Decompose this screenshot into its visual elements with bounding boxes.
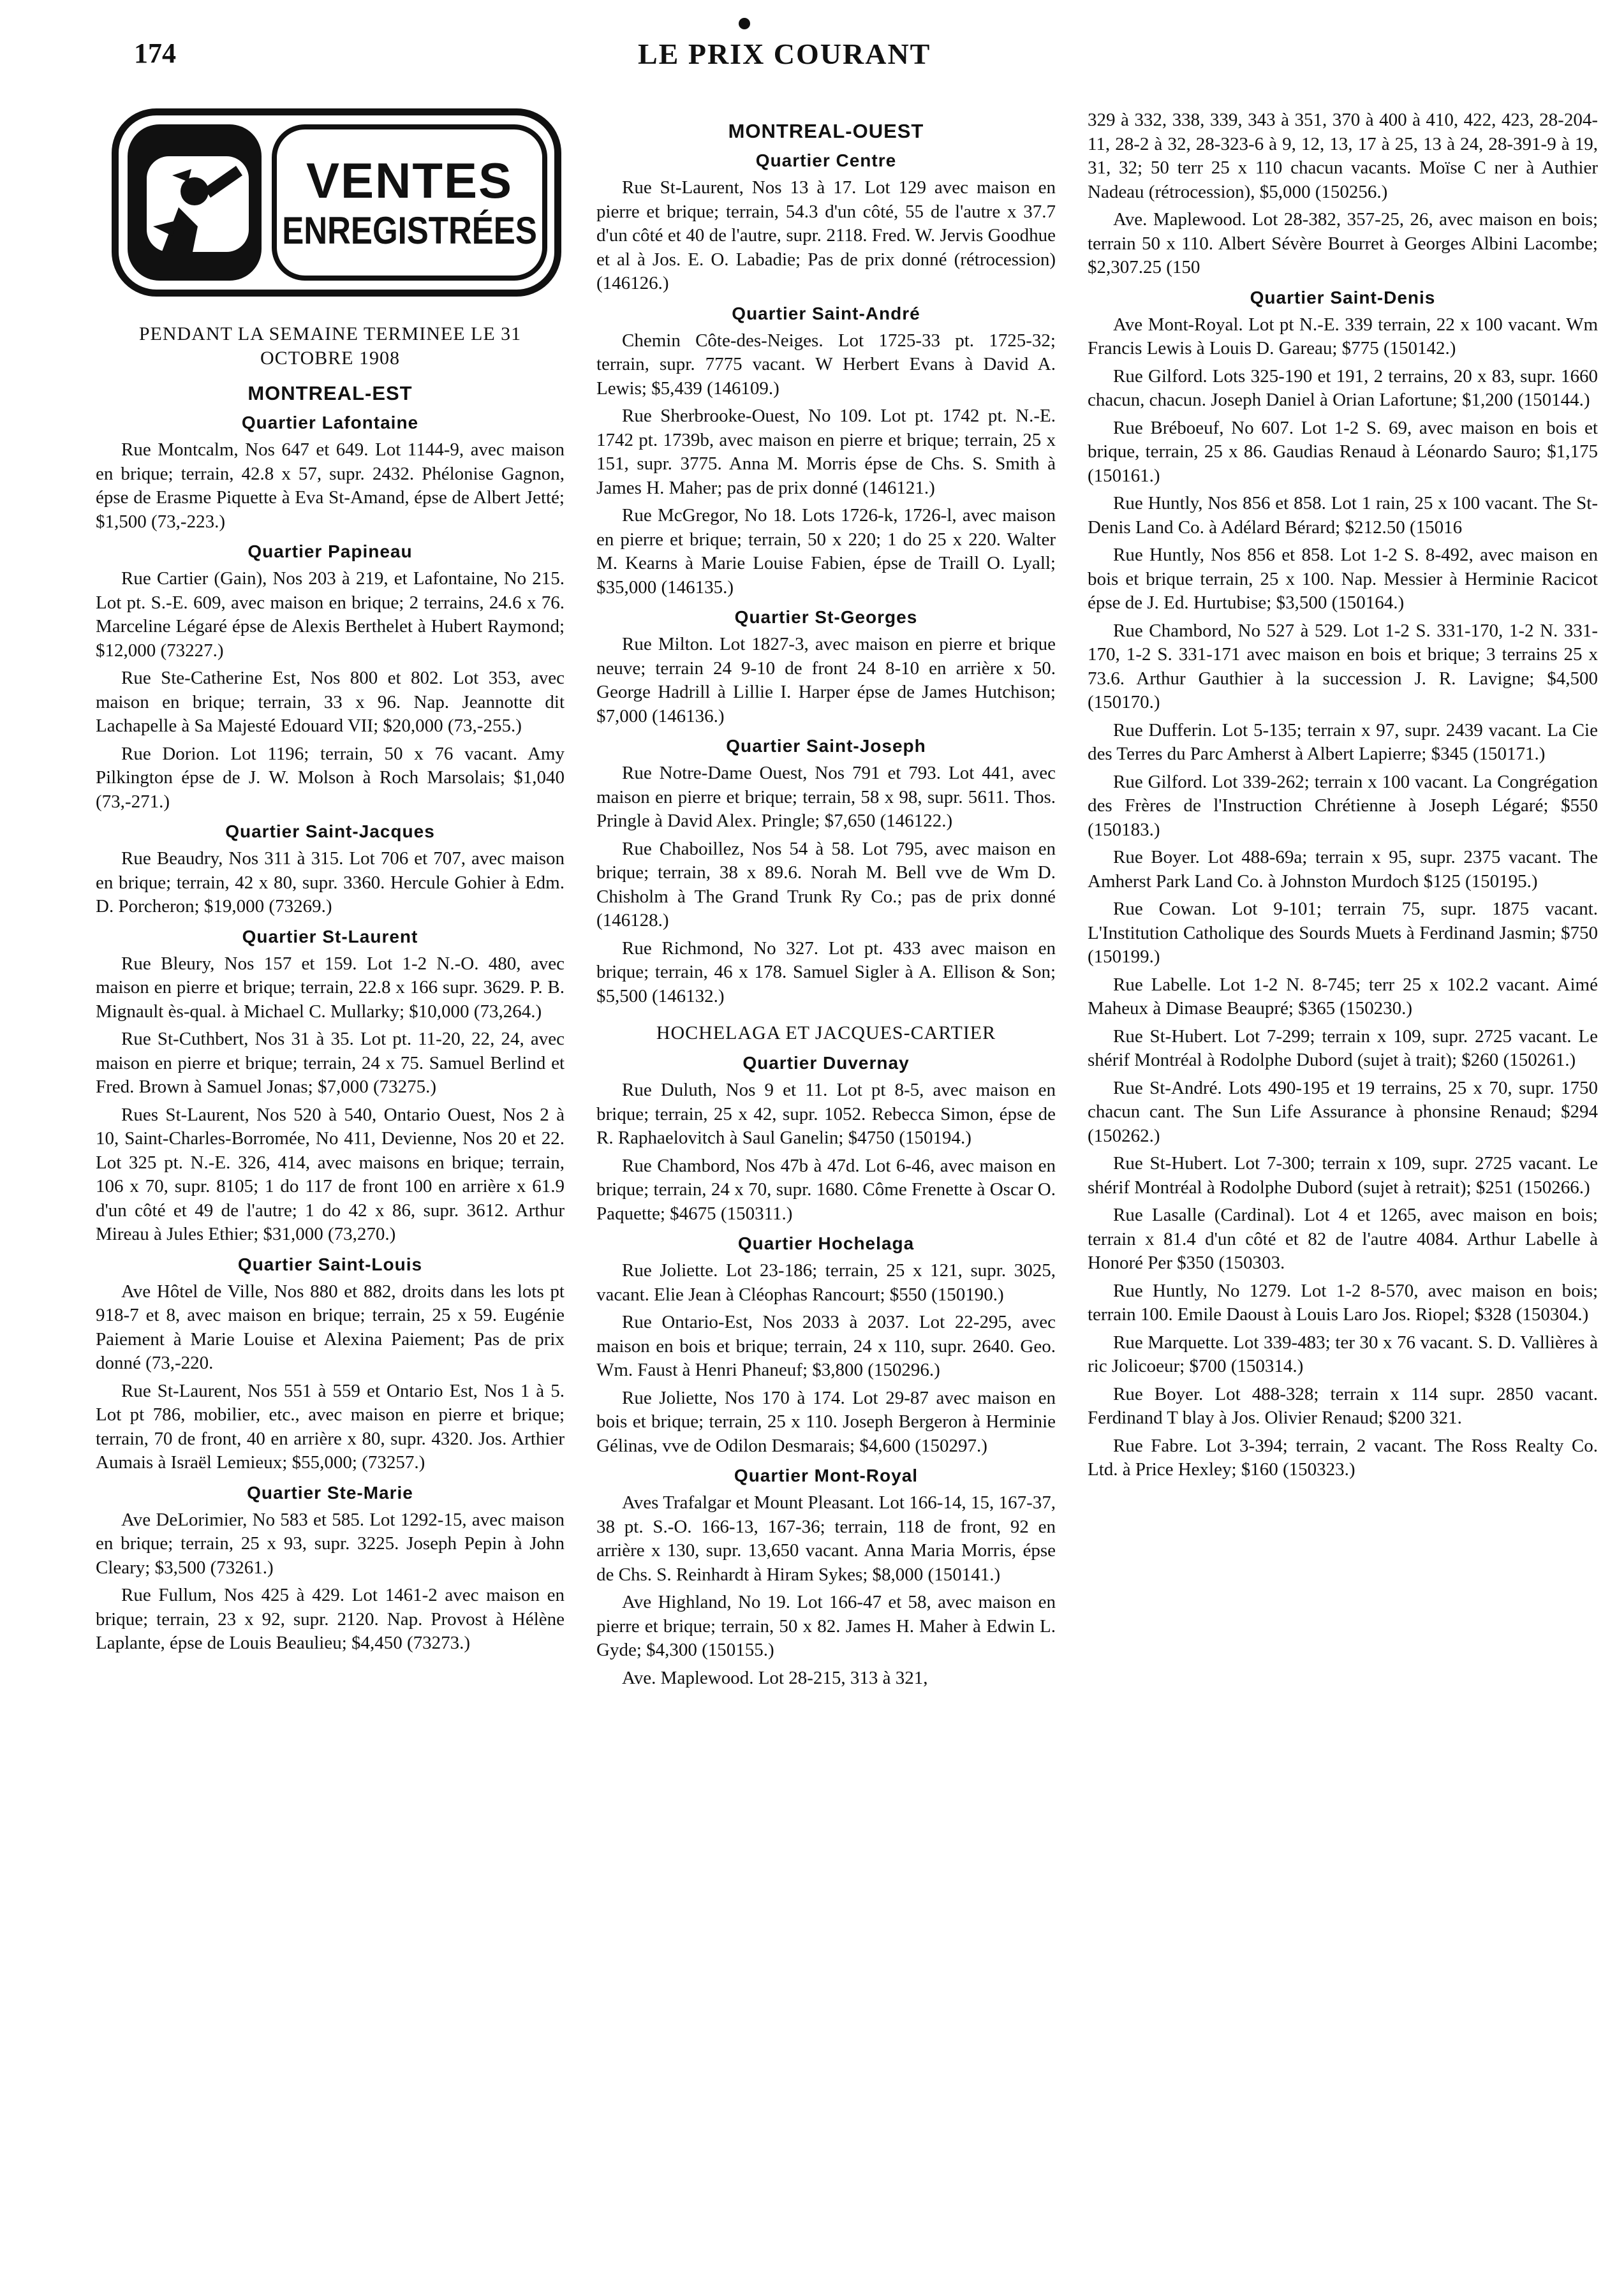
sale-entry: Rue Montcalm, Nos 647 et 649. Lot 1144-9, avec maison en brique; terrain, 42.8 x 57, supr. 2432. Phélonise Gagnon, épse de Erasme Piquette à Eva St-Amand, épse de Albert Jetté; $1,500 (73,-223.): [96, 439, 565, 532]
column-1: [96, 108, 565, 2270]
section-heading: HOCHELAGA ET JACQUES-CARTIER: [656, 1022, 996, 1043]
sale-entry: Rue Milton. Lot 1827-3, avec maison en pierre et brique neuve; terrain 24 9-10 de front 24 8-10 en arrière x 50. George Hadrill à Lillie I. Harper épse de James Hutchison; $7,000 (146136.): [596, 634, 1056, 726]
ventes-enregistrees-logo: [112, 108, 561, 297]
sale-entry: Rue Beaudry, Nos 311 à 315. Lot 706 et 707, avec maison en brique; terrain, 42 x 80, supr. 3360. Hercule Gohier à Edm. D. Porcheron; $19,000 (73269.): [96, 848, 565, 916]
quartier-heading: Quartier Saint-André: [732, 303, 920, 323]
sale-entry: Aves Trafalgar et Mount Pleasant. Lot 166-14, 15, 167-37, 38 pt. S.-O. 166-13, 167-36; terrain, 118 de front, 92 en arrière x 130, supr. 13,650 vacant. Anna Maria Morris, épse de Chs. S. Reinhardt à Hiram Sykes; $8,000 (150141.): [596, 1492, 1056, 1585]
sale-entry: Ave Mont-Royal. Lot pt N.-E. 339 terrain, 22 x 100 vacant. Wm Francis Lewis à Louis D. Gareau; $775 (150142.): [1088, 314, 1598, 358]
column-1-body: [96, 382, 565, 1656]
sale-entry: Ave DeLorimier, No 583 et 585. Lot 1292-15, avec maison en brique; terrain, 25 x 93, supr. 3225. Joseph Pepin à John Cleary; $3,500 (73261.): [96, 1509, 565, 1578]
district-heading: MONTREAL-OUEST: [728, 120, 924, 142]
quartier-heading: Quartier Papineau: [247, 541, 413, 561]
header-dot: [739, 18, 750, 29]
sale-entry: Rues St-Laurent, Nos 520 à 540, Ontario Ouest, Nos 2 à 10, Saint-Charles-Borromée, No 411, Devienne, Nos 20 et 22. Lot 325 pt. N.-E. 326, 414, avec maisons en brique; terrain, 106 x 70, supr. 8105; 1 do 117 de front 100 en arrière x 61.9 d'un côté et 49 de l'autre; 1 do 42 x 86, supr. 3612. Arthur Mireau à Jules Ethier; $31,000 (73,270.): [96, 1104, 565, 1244]
logo-word-ventes: VENTES: [306, 152, 513, 209]
week-heading: PENDANT LA SEMAINE TERMINEE LE 31 OCTOBRE 1908: [138, 323, 522, 369]
sale-entry: Rue Boyer. Lot 488-69a; terrain x 95, supr. 2375 vacant. The Amherst Park Land Co. à Johnston Murdoch $125 (150195.): [1088, 847, 1598, 892]
sale-entry: Rue Ontario-Est, Nos 2033 à 2037. Lot 22-295, avec maison en bois et brique; terrain, 24 x 110, supr. 2640. Geo. Wm. Faust à Henri Phaneuf; $3,800 (150296.): [596, 1312, 1056, 1380]
sale-entry: Rue Notre-Dame Ouest, Nos 791 et 793. Lot 441, avec maison en pierre et brique; terrain, 58 x 98, supr. 5611. Thos. Pringle à David Alex. Pringle; $7,650 (146122.): [596, 763, 1056, 831]
sale-entry: Rue Cartier (Gain), Nos 203 à 219, et Lafontaine, No 215. Lot pt. S.-E. 609, avec maison en brique; 2 terrains, 24.6 x 76. Marceline Légaré épse de Alexis Berthelet à Hubert Raymond; $12,000 (73227.): [96, 568, 565, 661]
column-3: [1088, 108, 1598, 2270]
sale-entry: Rue Chaboillez, Nos 54 à 58. Lot 795, avec maison en brique; terrain, 38 x 89.6. Norah M. Bell vve de Wm D. Chisholm à The Grand Trunk Ry Co.; pas de prix donné (146128.): [596, 838, 1056, 931]
sale-entry: Rue St-Hubert. Lot 7-299; terrain x 109, supr. 2725 vacant. Le shérif Montréal à Rodolphe Dubord (sujet à trait); $260 (150261.): [1088, 1026, 1598, 1070]
sale-entry: Rue Ste-Catherine Est, Nos 800 et 802. Lot 353, avec maison en brique; terrain, 33 x 96. Nap. Jeannotte dit Lachapelle à Sa Majesté Edouard VII; $20,000 (73,-255.): [96, 668, 565, 736]
quartier-heading: Quartier St-Laurent: [242, 926, 418, 946]
sale-entry: Ave. Maplewood. Lot 28-215, 313 à 321,: [622, 1667, 928, 1688]
sale-entry: Rue Chambord, Nos 47b à 47d. Lot 6-46, avec maison en brique; terrain, 24 x 70, supr. 1680. Côme Frenette à Oscar O. Paquette; $4675 (150311.): [596, 1155, 1056, 1224]
page-number: 174: [134, 38, 176, 69]
sale-entry: Rue St-Cuthbert, Nos 31 à 35. Lot pt. 11-20, 22, 24, avec maison en pierre et brique; terrain, 24 x 75. Samuel Berlind et Fred. Brown à Samuel Jonas; $7,000 (73275.): [96, 1029, 565, 1097]
auctioneer-icon: [134, 131, 262, 277]
sale-entry: Rue Fullum, Nos 425 à 429. Lot 1461-2 avec maison en brique; terrain, 23 x 92, supr. 2120. Nap. Provost à Hélène Laplante, épse de Louis Beaulieu; $4,450 (73273.): [96, 1585, 565, 1653]
column-3-body: [1088, 108, 1598, 1482]
quartier-heading: Quartier Centre: [755, 151, 897, 170]
quartier-heading: Quartier Lafontaine: [241, 413, 419, 432]
sale-entry: Rue Dorion. Lot 1196; terrain, 50 x 76 vacant. Amy Pilkington épse de J. W. Molson à Roch Marsolais; $1,040 (73,-271.): [96, 743, 565, 812]
sale-entry: Rue Sherbrooke-Ouest, No 109. Lot pt. 1742 pt. N.-E. 1742 pt. 1739b, avec maison en pierre et brique; terrain, 25 x 151, supr. 3775. Anna M. Morris épse de Chs. S. Smith à James H. Maher; pas de prix donné (146121.): [596, 406, 1056, 498]
page-header: [128, 37, 1584, 88]
quartier-heading: Quartier Saint-Louis: [237, 1254, 423, 1274]
sale-entry: Rue Joliette, Nos 170 à 174. Lot 29-87 avec maison en bois et brique; terrain, 25 x 110. Joseph Bergeron à Herminie Gélinas, vve de Odilon Desmarais; $4,600 (150297.): [596, 1387, 1056, 1456]
quartier-heading: Quartier Saint-Joseph: [726, 736, 926, 756]
sale-entry: 329 à 332, 338, 339, 343 à 351, 370 à 400 à 410, 422, 423, 28-204-11, 28-2 à 32, 28-323-6 à 9, 12, 13, 17 à 25, 13 à 24, 28-391-9 à 19, 31, 32; 50 terr 25 x 110 chacun vacants. Moïse C ner à Authier Nadeau (rétrocession), $5,000 (150256.): [1088, 110, 1598, 202]
sale-entry: Rue Fabre. Lot 3-394; terrain, 2 vacant. The Ross Realty Co. Ltd. à Price Hexley; $160 (150323.): [1088, 1435, 1598, 1480]
page-title: LE PRIX COURANT: [638, 38, 931, 70]
sale-entry: Rue Huntly, Nos 856 et 858. Lot 1 rain, 25 x 100 vacant. The St-Denis Land Co. à Adélard Bérard; $212.50 (15016: [1088, 493, 1598, 538]
column-2-body: [596, 120, 1056, 1690]
sale-entry: Rue Huntly, No 1279. Lot 1-2 8-570, avec maison en bois; terrain 100. Emile Daoust à Louis Laro Jos. Riopel; $328 (150304.): [1088, 1280, 1598, 1325]
sale-entry: Rue Huntly, Nos 856 et 858. Lot 1-2 S. 8-492, avec maison en bois et brique terrain, 25 x 100. Nap. Messier à Herminie Racicot épse de J. Ed. Hurtubise; $3,500 (150164.): [1088, 545, 1598, 613]
logo-text-panel: [272, 124, 547, 281]
sale-entry: Rue St-André. Lots 490-195 et 19 terrains, 25 x 70, supr. 1750 chacun cant. The Sun Life Assurance à phonsine Renaud; $294 (150262.): [1088, 1077, 1598, 1146]
sale-entry: Rue Gilford. Lot 339-262; terrain x 100 vacant. La Congrégation des Frères de l'Instruction Chrétienne à Joseph Légaré; $550 (150183.): [1088, 771, 1598, 840]
quartier-heading: Quartier Saint-Jacques: [225, 821, 435, 841]
sale-entry: Chemin Côte-des-Neiges. Lot 1725-33 pt. 1725-32; terrain, supr. 7775 vacant. W Herbert Evans à David A. Lewis; $5,439 (146109.): [596, 330, 1056, 399]
sale-entry: Rue St-Hubert. Lot 7-300; terrain x 109, supr. 2725 vacant. Le shérif Montréal à Rodolphe Dubord (sujet à retrait); $251 (150266.): [1088, 1153, 1598, 1198]
sale-entry: Rue Marquette. Lot 339-483; ter 30 x 76 vacant. S. D. Vallières à ric Jolicoeur; $700 (150314.): [1088, 1332, 1598, 1376]
sale-entry: Rue Bleury, Nos 157 et 159. Lot 1-2 N.-O. 480, avec maison en pierre et brique; terrain, 22.8 x 166 supr. 3629. P. B. Mignault ès-qual. à Michael C. Mullarky; $10,000 (73,264.): [96, 953, 565, 1022]
sale-entry: Rue Richmond, No 327. Lot pt. 433 avec maison en brique; terrain, 46 x 178. Samuel Sigler à A. Ellison & Son; $5,500 (146132.): [596, 938, 1056, 1006]
quartier-heading: Quartier St-Georges: [734, 607, 918, 627]
logo-word-enregistrees: ENREGISTRÉES: [282, 209, 537, 252]
quartier-heading: Quartier Ste-Marie: [247, 1482, 413, 1503]
logo-illustration-panel: [128, 124, 262, 281]
sale-entry: Rue Boyer. Lot 488-328; terrain x 114 supr. 2850 vacant. Ferdinand T blay à Jos. Olivier Renaud; $200 321.: [1088, 1383, 1598, 1428]
sale-entry: Rue McGregor, No 18. Lots 1726-k, 1726-l, avec maison en pierre et brique; terrain, 50 x 220; 1 do 25 x 220. Walter M. Kearns à Marie Louise Fabien, épse de Traill O. Lyall; $35,000 (146135.): [596, 505, 1056, 598]
sale-entry: Ave Hôtel de Ville, Nos 880 et 882, droits dans les lots pt 918-7 et 8, avec maison en brique; terrain, 25 x 59. Eugénie Paiement à Marie Louise et Alexina Paiement; Pas de prix donné (73,-220.: [96, 1281, 565, 1373]
sale-entry: Rue Duluth, Nos 9 et 11. Lot pt 8-5, avec maison en brique; terrain, 25 x 42, supr. 1052. Rebecca Simon, épse de R. Raphaelovitch à Saul Ganelin; $4750 (150194.): [596, 1080, 1056, 1148]
column-2: [596, 108, 1056, 2270]
quartier-heading: Quartier Hochelaga: [737, 1233, 915, 1253]
quartier-heading: Quartier Mont-Royal: [734, 1466, 919, 1485]
sale-entry: Rue Cowan. Lot 9-101; terrain 75, supr. 1875 vacant. L'Institution Catholique des Sourds Muets à Ferdinand Jasmin; $750 (150199.): [1088, 899, 1598, 967]
sale-entry: Rue St-Laurent, Nos 13 à 17. Lot 129 avec maison en pierre et brique; terrain, 54.3 d'un côté, 55 de l'autre x 37.7 d'un côté et 40 de l'autre, supr. 2118. Fred. W. Jervis Goodhue et al à Jos. E. O. Labadie; Pas de prix donné (rétrocession) (146126.): [596, 177, 1056, 293]
district-heading: MONTREAL-EST: [247, 382, 413, 404]
sale-entry: Rue Gilford. Lots 325-190 et 191, 2 terrains, 20 x 83, supr. 1660 chacun, chacun. Joseph Daniel à Orian Lafortune; $1,200 (150144.): [1088, 365, 1598, 410]
sale-entry: Rue St-Laurent, Nos 551 à 559 et Ontario Est, Nos 1 à 5. Lot pt 786, mobilier, etc., avec maison en pierre et brique; terrain, 70 de front, 40 en arrière x 80, supr. 4320. Jos. Arthier Aumais à Israël Lemieux; $55,000; (73257.): [96, 1380, 565, 1473]
sale-entry: Rue Bréboeuf, No 607. Lot 1-2 S. 69, avec maison en bois et brique, terrain, 25 x 86. Gaudias Renaud à Léonardo Sauro; $1,175 (150161.): [1088, 417, 1598, 486]
sale-entry: Rue Lasalle (Cardinal). Lot 4 et 1265, avec maison en bois; terrain x 81.4 d'un côté et 82 de l'autre 4084. Arthur Labelle à Honoré Per $350 (150303.: [1088, 1205, 1598, 1273]
sale-entry: Ave. Maplewood. Lot 28-382, 357-25, 26, avec maison en bois; terrain 50 x 110. Albert Sévère Bourret à Georges Albini Lacombe; $2,307.25 (150: [1088, 209, 1598, 277]
sale-entry: Rue Labelle. Lot 1-2 N. 8-745; terr 25 x 102.2 vacant. Aimé Maheux à Dimase Beaupré; $365 (150230.): [1088, 974, 1598, 1019]
quartier-heading: Quartier Saint-Denis: [1250, 287, 1436, 307]
sale-entry: Rue Chambord, No 527 à 529. Lot 1-2 S. 331-170, 1-2 N. 331-170, 1-2 S. 331-171 avec maison en bois et brique; 3 terrains 25 x 73.6. Arthur Gauthier à la succession J. R. Lavigne; $4,500 (150170.): [1088, 620, 1598, 712]
sale-entry: Rue Dufferin. Lot 5-135; terrain x 97, supr. 2439 vacant. La Cie des Terres du Parc Amherst à Albert Lapierre; $345 (150171.): [1088, 719, 1598, 764]
sale-entry: Ave Highland, No 19. Lot 166-47 et 58, avec maison en pierre et brique; terrain, 50 x 82. James H. Maher à Edwin L. Gyde; $4,300 (150155.): [596, 1592, 1056, 1660]
sale-entry: Rue Joliette. Lot 23-186; terrain, 25 x 121, supr. 3025, vacant. Elie Jean à Cléophas Rancourt; $550 (150190.): [596, 1260, 1056, 1305]
quartier-heading: Quartier Duvernay: [742, 1053, 910, 1073]
